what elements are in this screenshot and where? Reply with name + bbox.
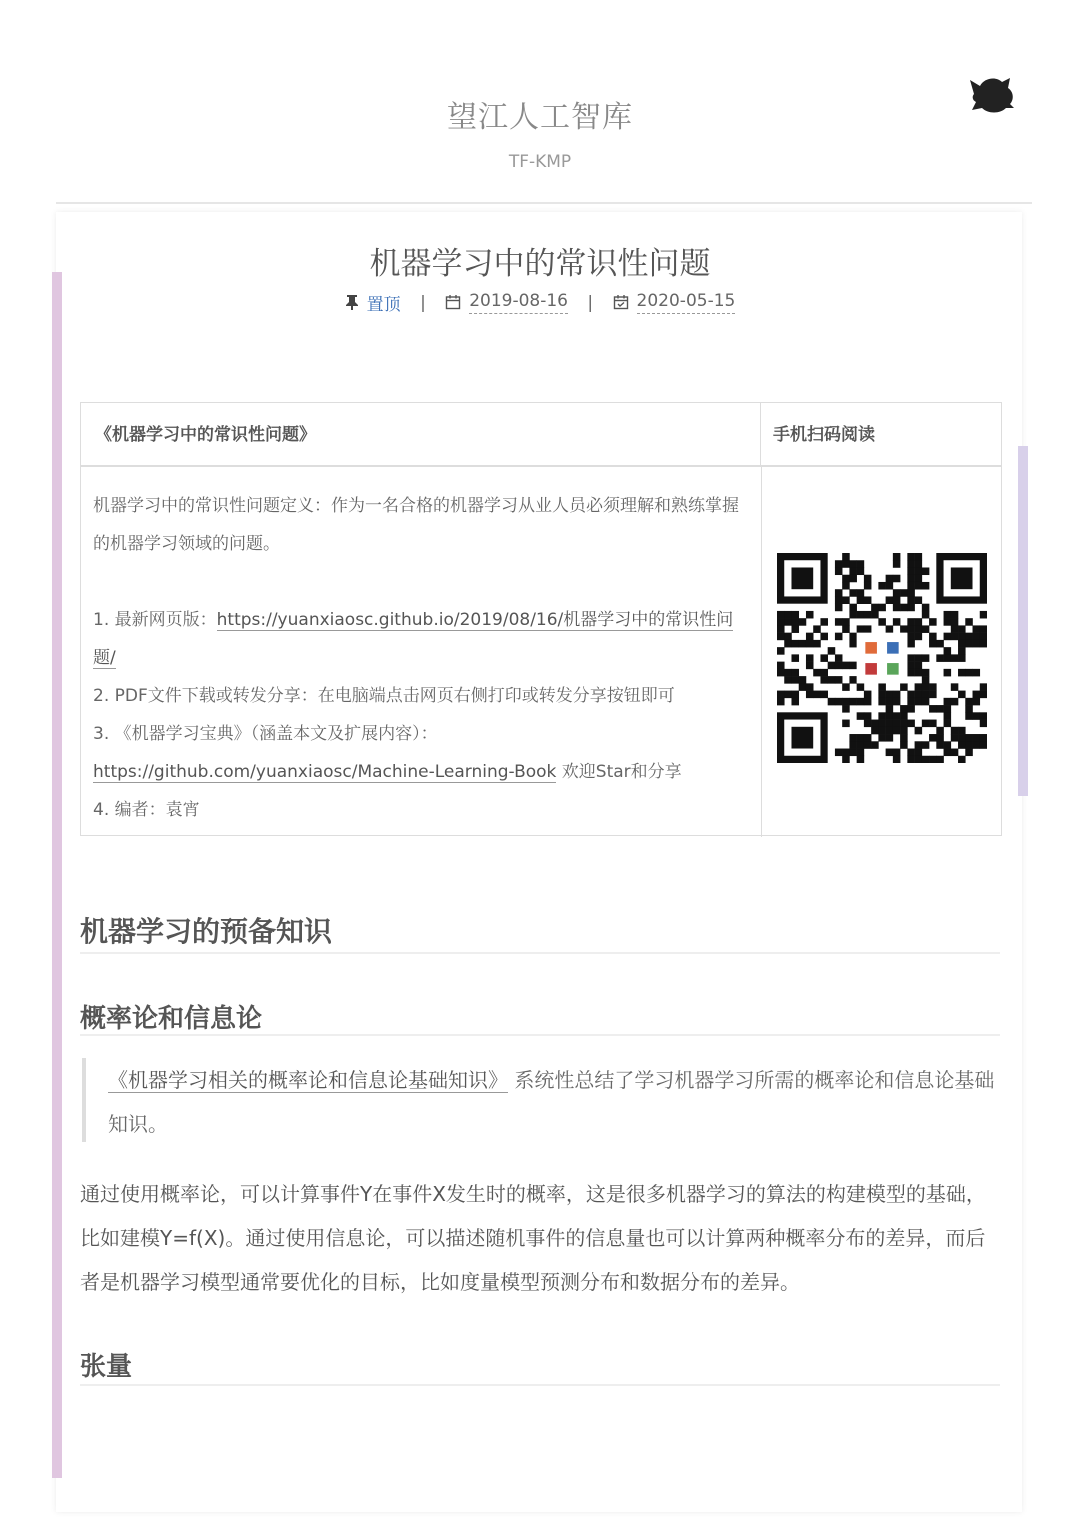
right-accent-bar xyxy=(1018,446,1028,796)
site-header xyxy=(0,0,1080,200)
item3-suffix: 欢迎Star和分享 xyxy=(556,762,682,782)
probability-article-link[interactable]: 《机器学习相关的概率论和信息论基础知识》 xyxy=(108,1068,508,1092)
list-item: 4. 编者：袁宵 xyxy=(93,800,200,820)
paragraph-probability: 通过使用概率论，可以计算事件Y在事件X发生时的概率，这是很多机器学习的算法的构建模型的基础，比如建模Y=f(X)。通过使用信息论，可以描述随机事件的信息量也可以计算两种概率分布的差异，而后者是机器学习模型通常要优化的目标，比如度量模型预测分布和数据分布的差异。 xyxy=(80,1182,986,1294)
site-title[interactable]: 望江人工智库 xyxy=(447,100,633,135)
table-header-qr: 手机扫码阅读 xyxy=(761,403,1001,467)
list-item xyxy=(93,753,749,791)
list-item: 3. 《机器学习宝典》（涵盖本文及扩展内容）： xyxy=(93,724,438,744)
quote-text: 系统性总结了学习机器学习所需的概率论和信息论基础知识。 xyxy=(108,1068,995,1136)
meta-separator: | xyxy=(420,292,426,313)
info-table xyxy=(80,402,1002,836)
item1-prefix: 1. 最新网页版： xyxy=(93,610,217,630)
pin-icon xyxy=(345,293,367,313)
sticky-label[interactable]: 置顶 xyxy=(366,295,401,315)
table-header-title: 《机器学习中的常识性问题》 xyxy=(81,403,761,467)
left-accent-bar xyxy=(52,272,62,1478)
section-heading-tensor: 张量 xyxy=(80,1352,133,1382)
heading-underline xyxy=(80,952,1000,954)
web-version-link[interactable]: https://yuanxiaosc.github.io/2019/08/16/机器学习中的常识性问题/ xyxy=(93,610,734,668)
qr-code xyxy=(777,553,987,763)
created-date: 2019-08-16 xyxy=(469,291,568,314)
section-heading-prerequisites: 机器学习的预备知识 xyxy=(80,915,333,948)
post-title: 机器学习中的常识性问题 xyxy=(369,246,711,282)
header-divider xyxy=(56,202,1032,204)
heading-underline xyxy=(80,1034,1000,1036)
heading-underline xyxy=(80,1384,1000,1386)
meta-separator: | xyxy=(587,292,594,313)
table-column-divider xyxy=(761,467,762,837)
calendar-icon xyxy=(445,293,469,313)
site-subtitle: TF-KMP xyxy=(508,152,572,172)
info-cell xyxy=(93,487,749,829)
list-item: 2. PDF文件下载或转发分享：在电脑端点击网页右侧打印或转发分享按钮即可 xyxy=(93,686,675,706)
spacer xyxy=(93,563,749,601)
updated-date: 2020-05-15 xyxy=(637,291,736,314)
cat-icon[interactable] xyxy=(966,68,1018,118)
post-meta xyxy=(0,290,1080,315)
calendar-check-icon xyxy=(613,293,637,313)
list-item xyxy=(93,601,749,677)
description-text: 机器学习中的常识性问题定义：作为一名合格的机器学习从业人员必须理解和熟练掌握的机器学习领域的问题。 xyxy=(93,496,739,554)
section-heading-probability: 概率论和信息论 xyxy=(80,1004,263,1034)
blockquote xyxy=(82,1058,998,1142)
github-link[interactable]: https://github.com/yuanxiaosc/Machine-Learning-Book xyxy=(93,762,557,782)
